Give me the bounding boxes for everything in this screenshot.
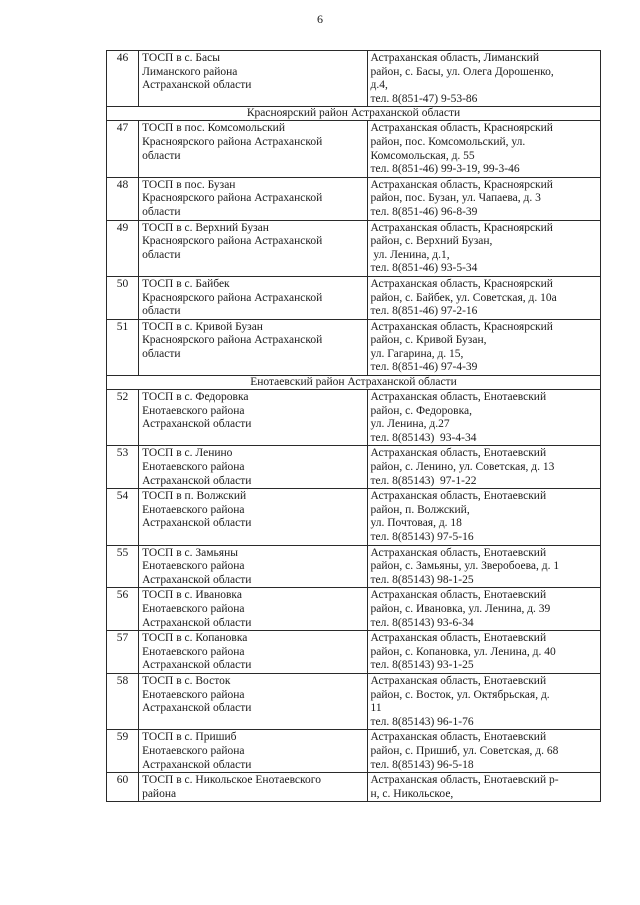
office-name-line: области <box>142 305 181 318</box>
office-address-line: район, с. Пришиб, ул. Советская, д. 68 <box>370 744 559 757</box>
office-address-line: Астраханская область, Енотаевский р- <box>370 774 559 787</box>
office-name-line: ТОСП в с. Федоровка <box>142 391 249 404</box>
office-address-line: Астраханская область, Енотаевский <box>370 632 547 645</box>
office-address-cell <box>367 446 600 489</box>
office-address-line: Астраханская область, Красноярский <box>370 178 553 191</box>
offices-table-body <box>107 51 601 802</box>
office-address-line: Астраханская область, Красноярский <box>370 277 553 290</box>
office-address-line: тел. 8(85143) 96-5-18 <box>370 758 474 771</box>
table-row <box>107 773 601 802</box>
office-name-cell <box>139 319 367 375</box>
office-name-line: Астраханской области <box>142 659 252 672</box>
office-address-cell <box>367 177 600 220</box>
office-address-line: район, п. Волжский, <box>370 503 470 516</box>
office-name-cell <box>139 773 367 802</box>
table-row <box>107 730 601 773</box>
office-name-line: Енотаевского района <box>142 744 245 757</box>
table-row <box>107 121 601 177</box>
office-name-cell <box>139 51 367 107</box>
office-name-cell <box>139 446 367 489</box>
row-number: 50 <box>107 276 139 319</box>
office-address-line: район, с. Байбек, ул. Советская, д. 10а <box>370 291 557 304</box>
office-name-line: Енотаевского района <box>142 404 245 417</box>
section-title: Красноярский район Астраханской области <box>107 107 601 121</box>
office-name-line: Енотаевского района <box>142 560 245 573</box>
row-number: 49 <box>107 220 139 276</box>
row-number: 56 <box>107 588 139 631</box>
office-name-cell <box>139 673 367 729</box>
office-name-line: Енотаевского района <box>142 461 245 474</box>
office-name-line: области <box>142 248 181 261</box>
office-address-line: район, с. Ленино, ул. Советская, д. 13 <box>370 461 555 474</box>
office-name-cell <box>139 220 367 276</box>
section-header-row <box>107 376 601 390</box>
office-address-line: тел. 8(85143) 97-1-22 <box>370 474 477 487</box>
office-name-line: ТОСП в пос. Комсомольский <box>142 122 285 135</box>
office-address-line: тел. 8(85143) 93-4-34 <box>370 431 477 444</box>
office-name-line: Астраханской области <box>142 474 252 487</box>
office-name-line: Енотаевского района <box>142 645 245 658</box>
office-name-line: области <box>142 347 181 360</box>
office-address-line: тел. 8(85143) 96-1-76 <box>370 715 474 728</box>
office-address-line: Астраханская область, Енотаевский <box>370 490 547 503</box>
office-address-line: ул. Ленина, д.1, <box>370 248 450 261</box>
office-name-cell <box>139 545 367 588</box>
office-name-line: ТОСП в с. Копановка <box>142 632 248 645</box>
office-name-line: Красноярского района Астраханской <box>142 334 323 347</box>
office-address-line: Астраханская область, Енотаевский <box>370 674 547 687</box>
office-address-line: Астраханская область, Лиманский <box>370 52 539 64</box>
office-address-line: район, с. Замьяны, ул. Зверобоева, д. 1 <box>370 560 560 573</box>
office-address-line: д.4, <box>370 79 388 92</box>
office-name-line: ТОСП в с. Кривой Бузан <box>142 320 263 333</box>
office-name-line: ТОСП в с. Байбек <box>142 277 230 290</box>
office-name-cell <box>139 730 367 773</box>
office-address-line: район, с. Ивановка, ул. Ленина, д. 39 <box>370 602 551 615</box>
office-name-line: Красноярского района Астраханской <box>142 192 323 205</box>
row-number: 54 <box>107 489 139 545</box>
office-address-cell <box>367 588 600 631</box>
office-name-line: Астраханской области <box>142 616 252 629</box>
office-address-line: Комсомольская, д. 55 <box>370 149 475 162</box>
row-number: 53 <box>107 446 139 489</box>
office-address-line: тел. 8(851-46) 93-5-34 <box>370 262 478 275</box>
table-row <box>107 588 601 631</box>
office-name-cell <box>139 276 367 319</box>
office-address-line: район, пос. Комсомольский, ул. <box>370 135 526 148</box>
table-row <box>107 51 601 107</box>
office-name-cell <box>139 588 367 631</box>
office-name-line: ТОСП в с. Ленино <box>142 447 233 460</box>
office-address-line: Астраханская область, Енотаевский <box>370 546 547 559</box>
row-number: 60 <box>107 773 139 802</box>
office-address-line: Астраханская область, Енотаевский <box>370 447 547 460</box>
table-row <box>107 446 601 489</box>
row-number: 55 <box>107 545 139 588</box>
office-name-cell <box>139 390 367 446</box>
office-name-line: Красноярского района Астраханской <box>142 135 323 148</box>
office-address-line: Астраханская область, Красноярский <box>370 221 553 234</box>
office-address-cell <box>367 545 600 588</box>
office-name-line: ТОСП в с. Никольское Енотаевского <box>142 774 321 787</box>
page-number: 6 <box>317 12 323 26</box>
office-address-line: район, с. Верхний Бузан, <box>370 235 493 248</box>
office-address-line: ул. Гагарина, д. 15, <box>370 347 464 360</box>
office-address-line: район, с. Кривой Бузан, <box>370 334 487 347</box>
office-address-cell <box>367 773 600 802</box>
office-address-line: тел. 8(851-46) 99-3-19, 99-3-46 <box>370 163 520 176</box>
office-name-line: Астраханской области <box>142 418 252 431</box>
office-address-line: район, с. Восток, ул. Октябрьская, д. <box>370 688 550 701</box>
office-address-cell <box>367 276 600 319</box>
office-address-line: тел. 8(85143) 97-5-16 <box>370 531 474 543</box>
office-name-line: ТОСП в с. Пришиб <box>142 731 237 744</box>
office-name-line: Красноярского района Астраханской <box>142 235 323 248</box>
table-row <box>107 390 601 446</box>
office-address-line: Астраханская область, Красноярский <box>370 320 553 333</box>
office-name-line: области <box>142 205 181 218</box>
office-name-line: области <box>142 149 181 162</box>
row-number: 51 <box>107 319 139 375</box>
office-name-line: Астраханской области <box>142 517 252 530</box>
table-row <box>107 220 601 276</box>
office-address-line: тел. 8(851-46) 97-2-16 <box>370 305 478 318</box>
table-row <box>107 177 601 220</box>
office-address-cell <box>367 220 600 276</box>
office-address-cell <box>367 319 600 375</box>
office-address-line: тел. 8(85143) 98-1-25 <box>370 573 474 586</box>
office-name-cell <box>139 177 367 220</box>
office-name-line: Астраханской области <box>142 758 252 771</box>
office-address-line: тел. 8(851-46) 96-8-39 <box>370 205 478 218</box>
table-row <box>107 631 601 674</box>
office-name-line: ТОСП в с. Басы <box>142 52 220 64</box>
office-address-line: тел. 8(851-47) 9-53-86 <box>370 92 478 105</box>
table-row <box>107 319 601 375</box>
row-number: 47 <box>107 121 139 177</box>
office-address-cell <box>367 631 600 674</box>
office-address-line: район, с. Копановка, ул. Ленина, д. 40 <box>370 645 556 658</box>
office-name-line: Астраханской области <box>142 79 252 92</box>
office-address-line: район, пос. Бузан, ул. Чапаева, д. 3 <box>370 192 541 205</box>
office-address-line: район, с. Федоровка, <box>370 404 472 417</box>
office-address-line: ул. Почтовая, д. 18 <box>370 517 462 530</box>
office-address-line: н, с. Никольское, <box>370 787 454 800</box>
office-address-line: тел. 8(85143) 93-1-25 <box>370 659 474 672</box>
table-row <box>107 489 601 545</box>
table-row <box>107 673 601 729</box>
office-name-cell <box>139 121 367 177</box>
section-title: Енотаевский район Астраханской области <box>107 376 601 390</box>
row-number: 59 <box>107 730 139 773</box>
office-name-line: Лиманского района <box>142 65 238 78</box>
row-number: 48 <box>107 177 139 220</box>
office-address-line: тел. 8(851-46) 97-4-39 <box>370 361 478 374</box>
office-address-line: Астраханская область, Красноярский <box>370 122 553 135</box>
office-name-line: ТОСП в с. Восток <box>142 674 231 687</box>
office-address-line: тел. 8(85143) 93-6-34 <box>370 616 474 629</box>
office-address-cell <box>367 673 600 729</box>
office-address-line: район, с. Басы, ул. Олега Дорошенко, <box>370 65 554 78</box>
office-name-line: ТОСП в пос. Бузан <box>142 178 236 191</box>
office-address-line: Астраханская область, Енотаевский <box>370 589 547 602</box>
office-name-line: Астраханской области <box>142 702 252 715</box>
office-name-line: Астраханской области <box>142 573 252 586</box>
office-name-line: Енотаевского района <box>142 503 245 516</box>
office-address-cell <box>367 121 600 177</box>
office-name-line: ТОСП в п. Волжский <box>142 490 247 503</box>
row-number: 52 <box>107 390 139 446</box>
office-name-line: Енотаевского района <box>142 688 245 701</box>
office-name-line: Красноярского района Астраханской <box>142 291 323 304</box>
office-name-line: Енотаевского района <box>142 602 245 615</box>
office-name-line: района <box>142 787 177 800</box>
office-address-line: 11 <box>370 702 382 715</box>
office-name-cell <box>139 631 367 674</box>
table-row <box>107 545 601 588</box>
table-row <box>107 276 601 319</box>
row-number: 58 <box>107 673 139 729</box>
office-address-line: Астраханская область, Енотаевский <box>370 731 547 744</box>
section-header-row <box>107 107 601 121</box>
office-name-line: ТОСП в с. Ивановка <box>142 589 242 602</box>
office-address-cell <box>367 489 600 545</box>
office-name-line: ТОСП в с. Замьяны <box>142 546 238 559</box>
office-name-line: ТОСП в с. Верхний Бузан <box>142 221 269 234</box>
office-address-cell <box>367 730 600 773</box>
office-name-cell <box>139 489 367 545</box>
row-number: 57 <box>107 631 139 674</box>
offices-table <box>106 50 601 802</box>
office-address-cell <box>367 51 600 107</box>
office-address-line: Астраханская область, Енотаевский <box>370 391 547 404</box>
row-number: 46 <box>107 51 139 107</box>
office-address-line: ул. Ленина, д.27 <box>370 418 450 431</box>
office-address-cell <box>367 390 600 446</box>
